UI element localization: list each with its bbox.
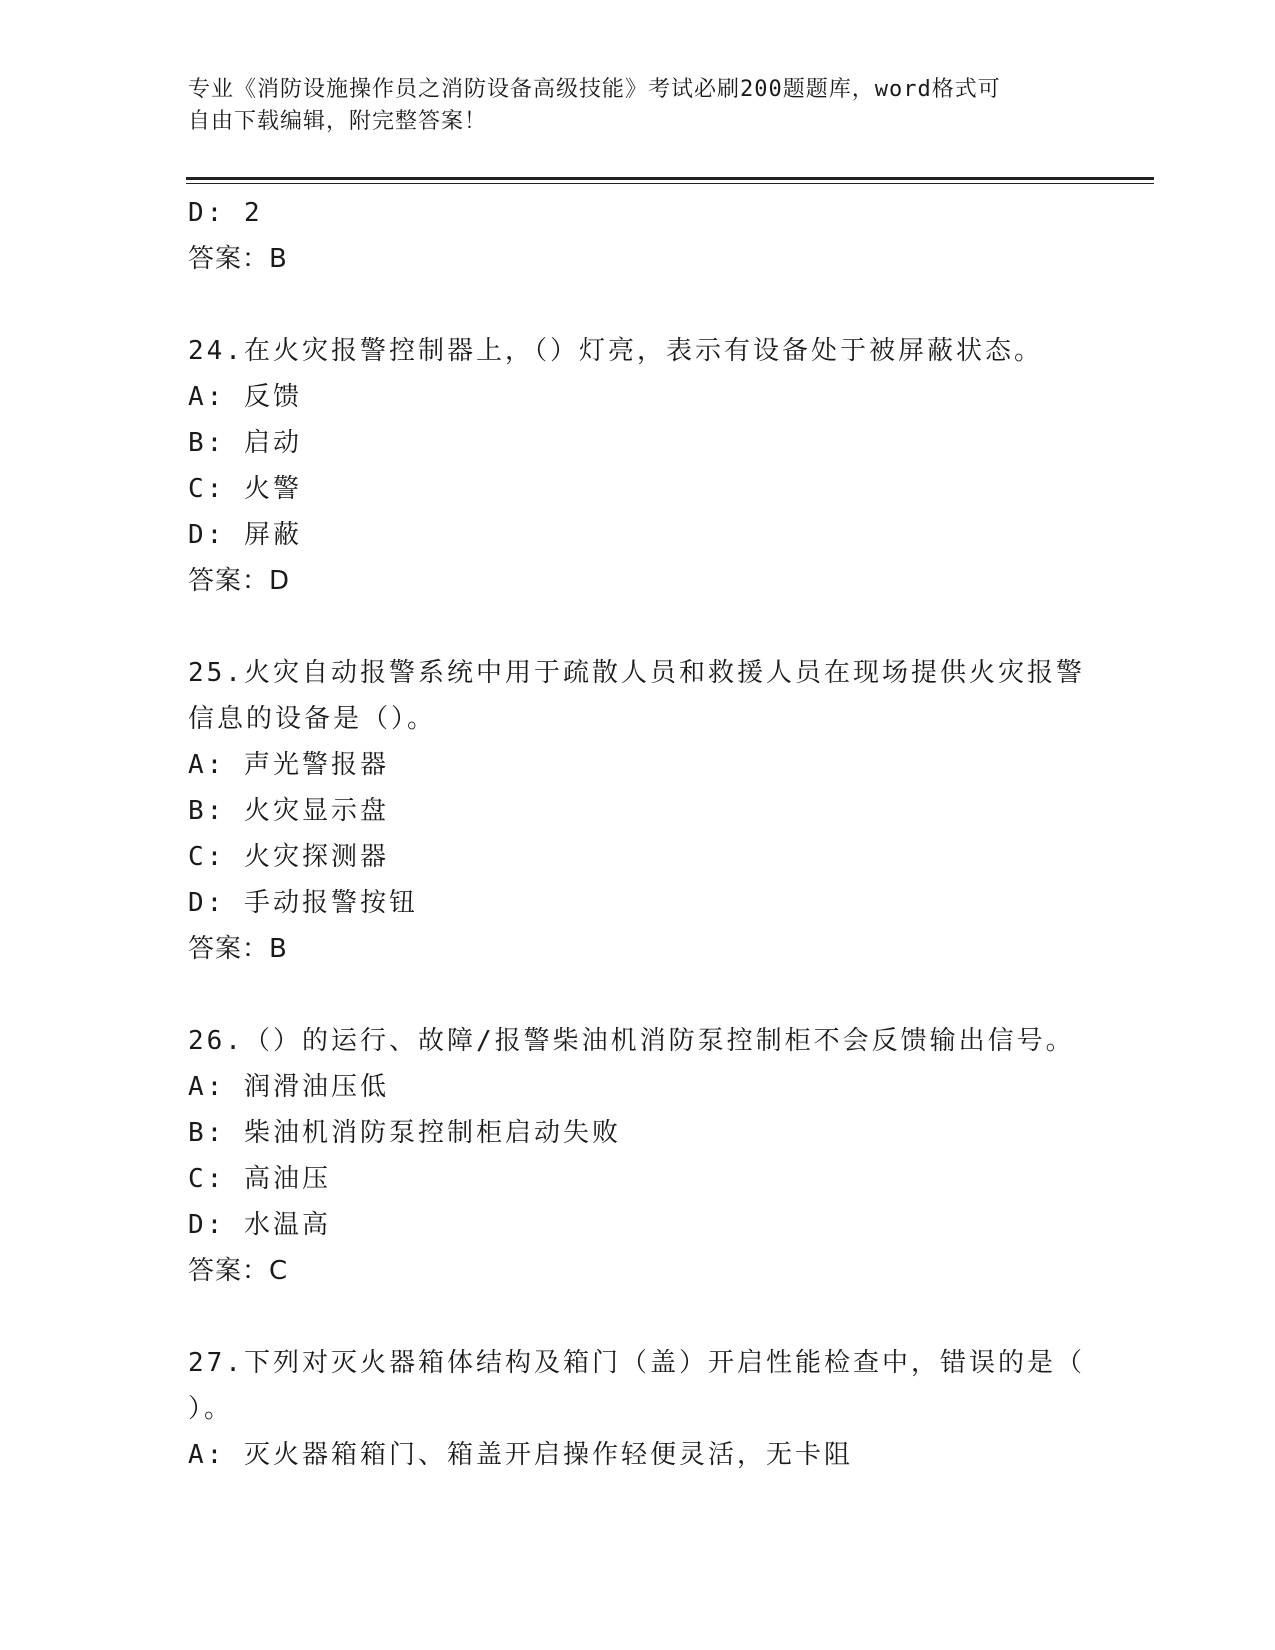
header-line-2: 自由下载编辑，附完整答案！ — [188, 109, 488, 134]
question-stem-continued: ）。 — [188, 1394, 234, 1424]
question-26 — [188, 1018, 1078, 1294]
document-body — [188, 190, 1085, 1478]
option-a: A: 润滑油压低 — [188, 1072, 389, 1102]
question-27 — [188, 1340, 1085, 1478]
question-stem: 24.在火灾报警控制器上，（）灯亮，表示有设备处于被屏蔽状态。 — [188, 336, 1043, 366]
spacer — [188, 1294, 1078, 1340]
answer: 答案：D — [188, 566, 291, 596]
answer: 答案：B — [188, 244, 288, 274]
option-a: A: 反馈 — [188, 382, 302, 412]
spacer — [188, 972, 1078, 1018]
answer: 答案：C — [188, 1256, 289, 1286]
question-24 — [188, 328, 1078, 604]
question-stem: 25.火灾自动报警系统中用于疏散人员和救援人员在现场提供火灾报警 — [188, 658, 1085, 688]
answer: 答案：B — [188, 934, 288, 964]
option-d: D: 水温高 — [188, 1210, 331, 1240]
question-stem-continued: 信息的设备是（）。 — [188, 704, 437, 734]
header-divider-thin — [186, 183, 1154, 184]
option-a: A: 声光警报器 — [188, 750, 389, 780]
option-b: B: 启动 — [188, 428, 302, 458]
question-25 — [188, 650, 1085, 972]
spacer — [188, 604, 1078, 650]
option-c: C: 高油压 — [188, 1164, 331, 1194]
option-b: B: 柴油机消防泵控制柜启动失败 — [188, 1118, 621, 1148]
question-stem: 26.（）的运行、故障/报警柴油机消防泵控制柜不会反馈输出信号。 — [188, 1026, 1075, 1056]
option-d: D: 屏蔽 — [188, 520, 302, 550]
option-b: B: 火灾显示盘 — [188, 796, 389, 826]
question-stem: 27.下列对灭火器箱体结构及箱门（盖）开启性能检查中，错误的是（ — [188, 1348, 1085, 1378]
option-d: D: 手动报警按钮 — [188, 888, 418, 918]
header-line-1: 专业《消防设施操作员之消防设备高级技能》考试必刷200题题库，word格式可 — [188, 77, 1001, 102]
option-c: C: 火灾探测器 — [188, 842, 389, 872]
document-header — [188, 74, 1068, 138]
spacer — [188, 282, 1078, 328]
option-a: A: 灭火器箱箱门、箱盖开启操作轻便灵活，无卡阻 — [188, 1440, 853, 1470]
header-divider-thick — [186, 177, 1154, 180]
option-c: C: 火警 — [188, 474, 302, 504]
option-d: D: 2 — [188, 198, 263, 228]
